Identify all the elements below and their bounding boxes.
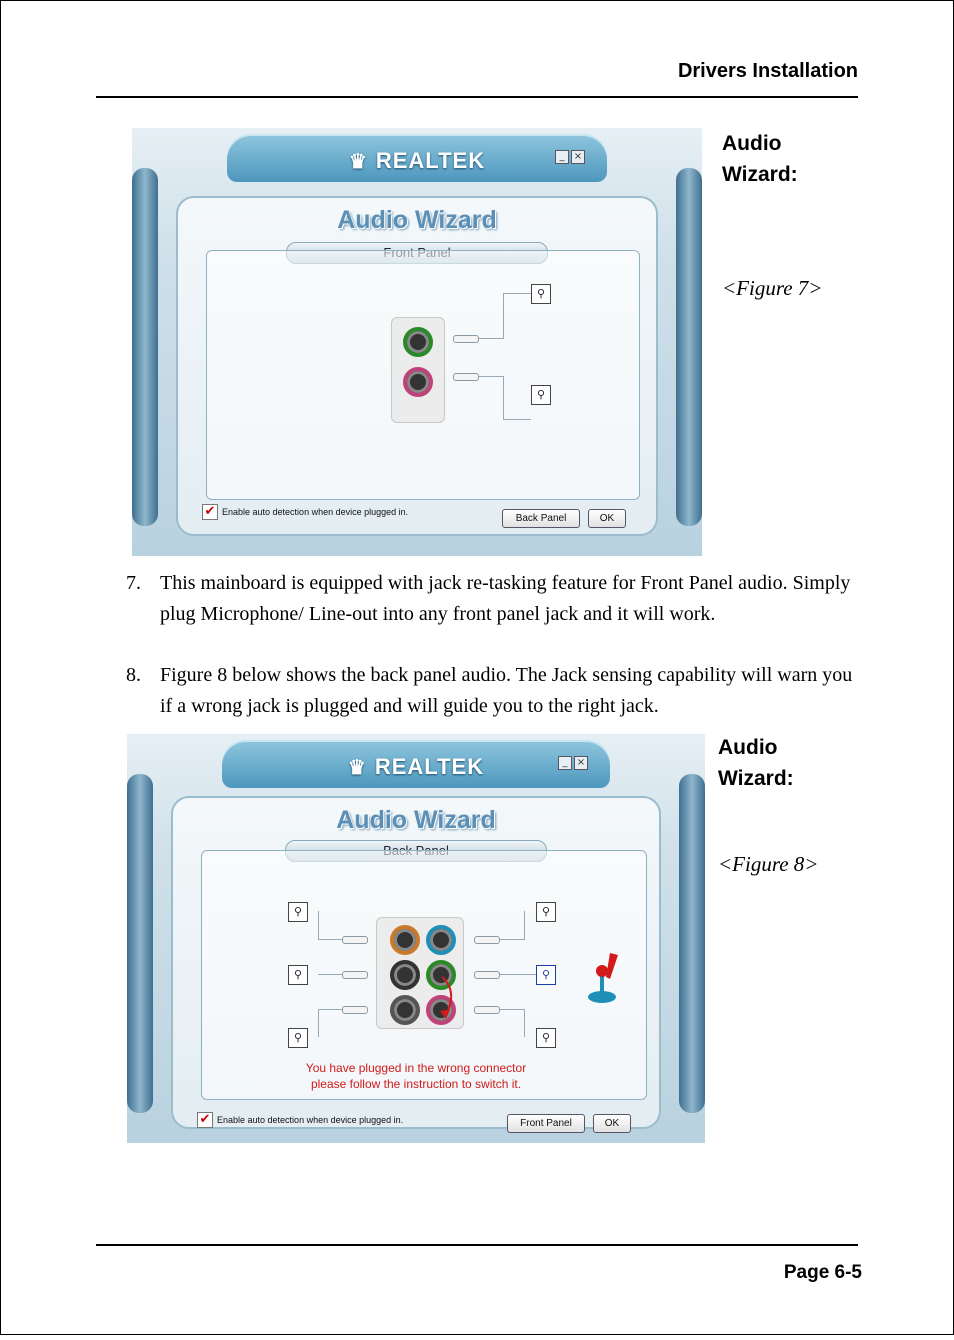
- side-title-line: Audio: [718, 736, 778, 759]
- plug-type-icon[interactable]: ⚲: [531, 284, 551, 304]
- minimize-icon[interactable]: _: [558, 756, 572, 770]
- checkmark-icon[interactable]: ✔: [197, 1112, 213, 1128]
- figure7-caption: <Figure 7>: [722, 276, 823, 300]
- jack-orange[interactable]: [390, 925, 420, 955]
- page-number: Page 6-5: [783, 1262, 862, 1283]
- plug-type-icon[interactable]: ⚲: [288, 902, 308, 922]
- wire: [524, 1009, 525, 1037]
- jack-blue[interactable]: [426, 925, 456, 955]
- plug-connector: [453, 373, 479, 381]
- jack-green[interactable]: [403, 327, 433, 357]
- wizard-body: [176, 196, 658, 536]
- checkbox-label: Enable auto detection when device plugged in.: [222, 507, 409, 517]
- plug-connector: [342, 1006, 368, 1014]
- jack-diagram-box: [206, 250, 640, 500]
- wizard-title: Audio Wizard: [337, 206, 497, 234]
- warning-line: You have plugged in the wrong connector: [305, 1061, 527, 1075]
- auto-detect-checkbox[interactable]: [202, 504, 408, 520]
- list-text: Figure 8 below shows the back panel audio. The Jack sensing capability will warn you if a wrong jack is plugged and will guide you to the right jack.: [160, 664, 853, 717]
- side-title-line: Wizard:: [718, 767, 794, 790]
- plug-type-icon[interactable]: ⚲: [288, 965, 308, 985]
- wire: [318, 1009, 342, 1010]
- window-titlebar: [222, 740, 610, 788]
- wire: [524, 911, 525, 940]
- wire: [500, 974, 536, 975]
- wizard-body: [171, 796, 661, 1129]
- front-panel-button[interactable]: Front Panel: [507, 1114, 585, 1133]
- realtek-logo: ♛ REALTEK: [348, 148, 486, 173]
- instruction-list-7: [126, 568, 866, 630]
- plug-connector: [474, 1006, 500, 1014]
- wire: [503, 419, 531, 420]
- checkmark-icon[interactable]: ✔: [202, 504, 218, 520]
- wire: [318, 974, 342, 975]
- back-panel-button[interactable]: Back Panel: [502, 509, 580, 528]
- side-title-line: Wizard:: [722, 163, 798, 186]
- window-frame-right: [676, 168, 702, 526]
- figure8-side-title: [718, 732, 838, 794]
- window-frame-left: [127, 774, 153, 1113]
- plug-connector: [474, 936, 500, 944]
- wire: [318, 1009, 319, 1037]
- wire: [318, 911, 319, 940]
- plug-type-icon[interactable]: ⚲: [536, 902, 556, 922]
- window-titlebar: [227, 134, 607, 182]
- plug-connector: [453, 335, 479, 343]
- plug-type-icon[interactable]: ⚲: [288, 1028, 308, 1048]
- plug-type-icon-active[interactable]: ⚲: [536, 965, 556, 985]
- ok-button[interactable]: OK: [593, 1114, 631, 1133]
- plug-type-icon[interactable]: ⚲: [536, 1028, 556, 1048]
- wire: [479, 338, 503, 339]
- figure8-screenshot: [127, 734, 705, 1143]
- close-icon[interactable]: ×: [574, 756, 588, 770]
- instruction-list-8: [126, 660, 866, 722]
- side-title-line: Audio: [722, 132, 782, 155]
- minimize-icon[interactable]: _: [555, 150, 569, 164]
- switch-arrow-icon: [438, 975, 460, 1023]
- list-item: [126, 660, 866, 722]
- wrong-connector-warning: [173, 1060, 659, 1092]
- plug-connector: [342, 936, 368, 944]
- jack-black[interactable]: [390, 960, 420, 990]
- list-item: [126, 568, 866, 630]
- list-text: This mainboard is equipped with jack re-tasking feature for Front Panel audio. Simply plug Microphone/ Line-out into any front panel jack and it will work.: [160, 572, 851, 625]
- list-number: 7.: [126, 572, 141, 594]
- wire: [479, 376, 503, 377]
- close-icon[interactable]: ×: [571, 150, 585, 164]
- figure7-side-title: [722, 128, 842, 190]
- plug-connector: [474, 971, 500, 979]
- header-rule: [96, 96, 858, 98]
- wire: [500, 939, 524, 940]
- microphone-warning-icon: [580, 949, 624, 1005]
- jack-pink[interactable]: [403, 367, 433, 397]
- header-title: Drivers Installation: [677, 60, 858, 82]
- jack-gray[interactable]: [390, 995, 420, 1025]
- figure7-screenshot: [132, 128, 702, 556]
- warning-line: please follow the instruction to switch it.: [310, 1077, 522, 1091]
- wire: [503, 376, 504, 420]
- wizard-title: Audio Wizard: [336, 806, 496, 834]
- window-frame-right: [679, 774, 705, 1113]
- realtek-logo: ♛ REALTEK: [347, 754, 485, 779]
- footer-rule: [96, 1244, 858, 1246]
- checkbox-label: Enable auto detection when device plugged in.: [217, 1115, 404, 1125]
- wire: [503, 293, 531, 294]
- list-number: 8.: [126, 664, 141, 686]
- front-jack-panel: [391, 317, 445, 423]
- plug-type-icon[interactable]: ⚲: [531, 385, 551, 405]
- auto-detect-checkbox[interactable]: [197, 1112, 403, 1128]
- window-controls[interactable]: [555, 150, 585, 164]
- figure8-caption: <Figure 8>: [718, 852, 819, 876]
- plug-connector: [342, 971, 368, 979]
- window-controls[interactable]: [558, 756, 588, 770]
- wire: [318, 939, 342, 940]
- wire: [500, 1009, 524, 1010]
- ok-button[interactable]: OK: [588, 509, 626, 528]
- wire: [503, 293, 504, 339]
- window-frame-left: [132, 168, 158, 526]
